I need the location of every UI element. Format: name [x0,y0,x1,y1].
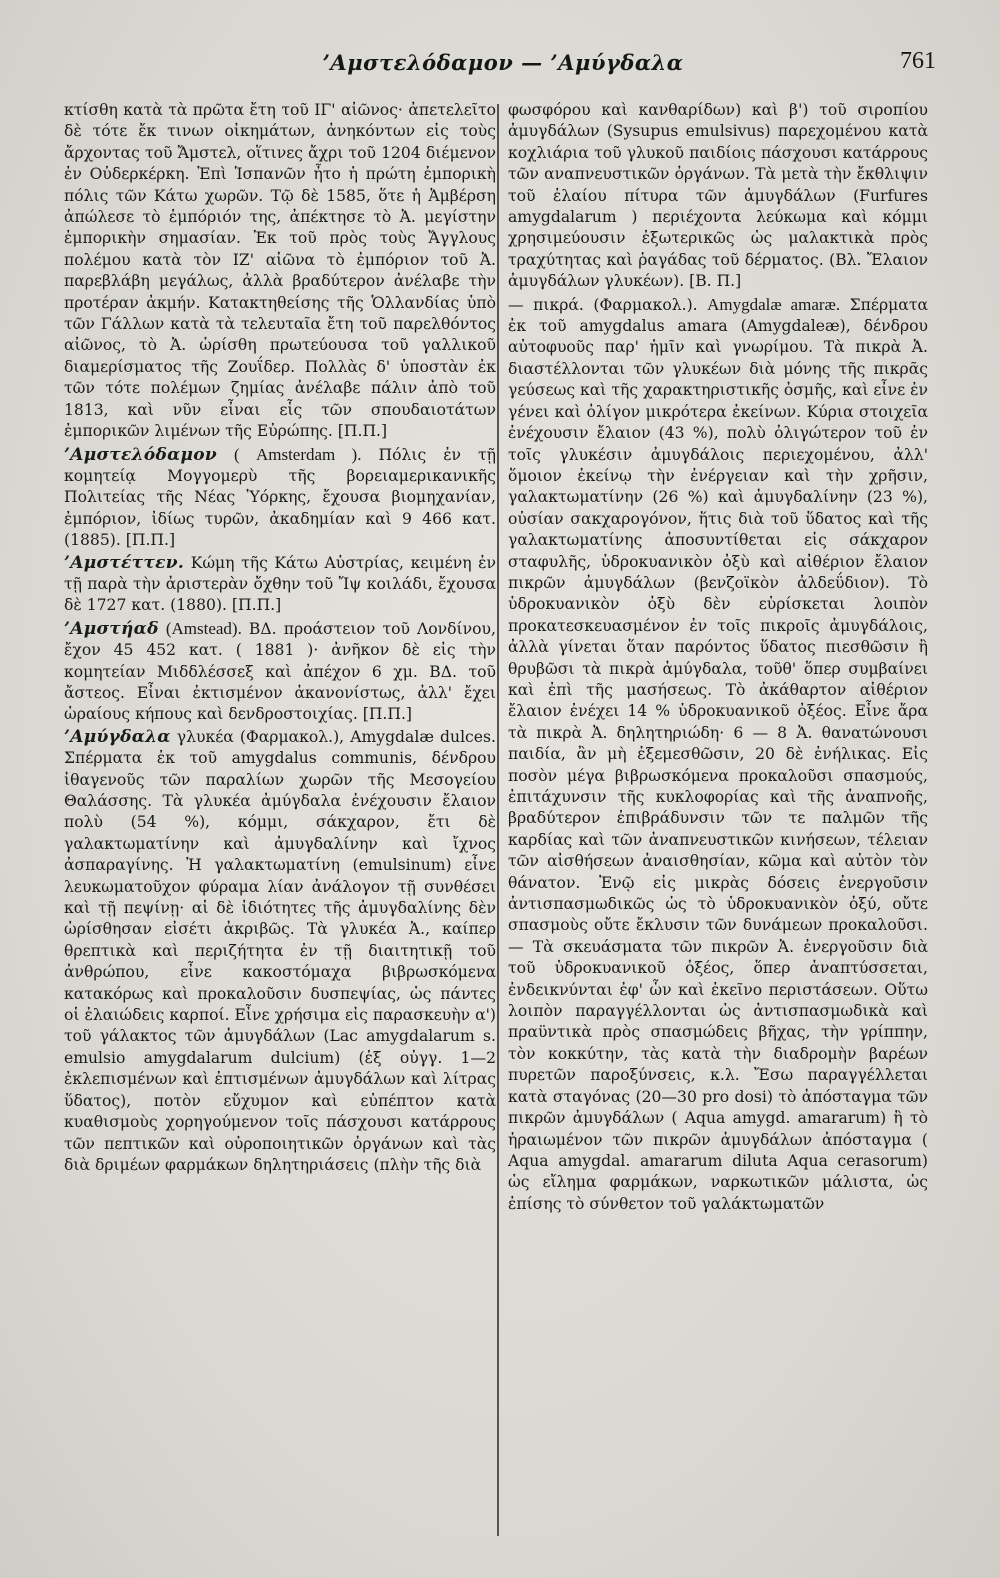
entry-continuation: φωσφόρου καὶ κανθαρίδων) καὶ β') τοῦ σιροπίου ἀμυγδάλων (Sysupus emulsivus) παρεχομένου κατὰ κοχλιάρια τοῦ γλυκοῦ παιδίοις πάσχουσι κατάρρους τῶν αναπνευστικῶν ὀργάνων. Τὰ μετὰ τὴν ἔκθλιψιν τοῦ ἐλαίου πίτυρα τῶν ἀμυγδάλων (Furfures amygdalarum ) περιέχοντα λεύκωμα καὶ κόμμι χρησιμεύουσιν ἐξωτερικῶς ὡς μαλακτικὰ πρὸς τραχύτητας καὶ ῥαγάδας τοῦ δέρματος. (Βλ. Ἔλαιον ἀμυγδάλων γλυκέων). [Β. Π.] [508,101,928,291]
left-column [64,100,496,1176]
entry-text: Κώμη τῆς Κάτω Αὐστρίας, κειμένη ἐν τῇ παρὰ τὴν ἀριστερὰν ὄχθην τοῦ Ἴψ κοιλάδι, ἔχουσα δὲ 1727 κατ. (1880). [Π.Π.] [64,553,496,615]
entry-latin-name: Amygdalæ amaræ. [707,294,841,314]
entry-text: ΒΔ. προάστειον τοῦ Λονδίνου, ἔχον 45 452 κατ. ( 1881 )· ἀνῆκον δὲ εἰς τὴν κομητείαν Μιδδλέσσεξ καὶ ἀπέχον 6 χμ. ΒΔ. τοῦ ἄστεος. Εἶναι ἐκτισμένον ἀκανονίστως, ἀλλ' ἔχει ὡραίους κήπους καὶ δενδροστοιχίας. [Π.Π.] [64,619,496,724]
entry-headword: ’Αμύγδαλα [64,726,171,747]
entry-headword: ’Αμστέττεν. [64,552,185,573]
entry-text: γλυκέα (Φαρμακολ.), Amygdalæ dulces. Σπέρματα ἐκ τοῦ amygdalus communis, δένδρου ἰθαγενοῦς τῶν παραλίων χωρῶν τῆς Μεσογείου Θαλάσσης. Τὰ γλυκέα ἀμύγδαλα ἐνέχουσιν ἔλαιον πολὺ (54 %), κόμμι, σάκχαρον, ἔτι δὲ γαλακτωματίνην καὶ ἀμυγδαλίνην καὶ ἴχνος ἀσπαραγίνης. Ἡ γαλακτωματίνη (emulsinum) εἶνε λευκωματοῦχον φύραμα λίαν ἀνάλογον τῇ συνθέσει καὶ τῇ πεψίνῃ· αἱ δὲ ἰδιότητες τῆς ἀμυγδαλίνης δὲν ὡρίσθησαν εἰσέτι ἀκριβῶς. Τὰ γλυκέα Ἀ., καίπερ θρεπτικὰ καὶ περιζήτητα ἐν τῇ διαιτητικῇ τοῦ ἀνθρώπου, εἶνε κακοστόμαχα βιβρωσκόμενα κατακόρως καὶ προκαλοῦσιν δυσπεψίας, ὡς πάντες οἱ ἐλαιώδεις καρποί. Εἶνε χρήσιμα εἰς παρασκευὴν α') τοῦ γάλακτος τῶν ἀμυγδάλων (Lac amygdalarum s. emulsio amygdalarum dulcium) (ἐξ οὐγγ. 1—2 ἐκλεπισμένων καὶ ἐπτισμένων ἀμυγδάλων καὶ λίτρας ὕδατος), ποτὸν εὔχυμον καὶ εὐπέπτον κατὰ κυαθισμοὺς χορηγούμενον τοῖς πάσχουσι κατάρρους τῶν πεπτικῶν καὶ οὐροποιητικῶν ὀργάνων καὶ τὰς διὰ δριμέων φαρμάκων δηλητηριάσεις (πλὴν τῆς διὰ [64,727,496,1174]
entry-amygdala-pikra [508,294,928,1215]
entry-text: Σπέρματα ἐκ τοῦ amygdalus amara (Amygdaleæ), δένδρου αὐτοφυοῦς παρ' ἡμῖν καὶ γνωρίμου. Τὰ πικρὰ Ἀ. διαστέλλονται τῶν γλυκέων διὰ μόνης τῆς πικρᾶς γεύσεως καὶ τῆς χαρακτηριστικῆς ὀσμῆς, καὶ εἶνε ἐν γένει καὶ ὀλίγον μικρότερα ἐκείνων. Κύρια στοιχεῖα ἐνέχουσιν ἔλαιον (43 %), πολὺ ὀλιγώτερον τοῦ ἐν τοῖς γλυκέσιν ἀμυγδάλοις περιεχομένου, ἀλλ' ὅμοιον ἐκείνῳ τὴν ἐνέργειαν καὶ τὴν χρῆσιν, γαλακτωματίνην (26 %) καὶ ἀμυγδαλίνην (23 %), οὐσίαν σακχαρογόνον, ἥτις διὰ τοῦ ὕδατος καὶ τῆς γαλακτωματίνης ἀποσυντίθεται εἰς σάκχαρον σταφυλῆς, ὑδροκυανικὸν ὀξὺ καὶ αἰθέριον ἔλαιον πικρῶν ἀμυγδάλων (βενζοϊκὸν ἀλδεΰδιον). Τὸ ὑδροκυανικὸν ὀξὺ δὲν εὑρίσκεται λοιπὸν προκατεσκευασμένον ἐν τοῖς πικροῖς ἀμυγδάλοις, ἀλλὰ γίνεται ὅταν παρόντος ὕδατος πιεσθῶσιν ἢ θρυβῶσι τὰ πικρὰ ἀμύγδαλα, τοῦθ' ὅπερ συμβαίνει καὶ ἐπὶ τῆς μασήσεως. Τὸ ἀκάθαρτον αἰθέριον ἔλαιον ἐνέχει 14 % ὑδροκυανικοῦ ὀξέος. Εἶνε ἄρα τὰ πικρὰ Ἀ. δηλητηριώδη· 6 — 8 Ἀ. θανατώνουσι παιδία, ἂν μὴ ἐξεμεσθῶσιν, 20 δὲ ἐνήλικας. Εἰς ποσὸν μέγα βιβρωσκόμενα προκαλοῦσι σπασμούς, ἐπιτάχυνσιν τῆς κυκλοφορίας καὶ τῆς ἀναπνοῆς, βραδύτερον ἐπιβράδυνσιν τῶν τε παλμῶν τῆς καρδίας καὶ τῶν ἀναπνευστικῶν κινήσεων, τέλειαν τῶν αἰσθήσεων ἀναισθησίαν, κῶμα καὶ αὐτὸν τὸν θάνατον. Ἐνῷ εἰς μικρὰς δόσεις ἐνεργοῦσιν ἀντισπασμωδικῶς ὡς τὸ ὑδροκυανικὸν ὀξύ, οὔτε σπασμοὺς οὔτε ἔκλυσιν τῶν δυνάμεων προκαλοῦσι. — Τὰ σκευάσματα τῶν πικρῶν Ἀ. ἐνεργοῦσιν διὰ τοῦ ὑδροκυανικοῦ ὀξέος, ὅπερ ἀναπτύσσεται, ἐνδεικνύνται ἐφ' ὧν καὶ ἐκεῖνο περιστάσεων. Οὕτω λοιπὸν παραγγέλλονται ὡς ἀντισπασμωδικὰ καὶ πραϋντικὰ πρὸς σπασμώδεις βῆχας, τὴν γρίππην, τὸν κοκκύτην, τὰς κατὰ τὴν διαδρομὴν βαρέων πυρετῶν παροξύνσεις, κ.λ. Ἔσω παραγγέλλεται κατὰ σταγόνας (20—30 pro dosi) τὸ ἀπόσταγμα τῶν πικρῶν ἀμυγδάλων ( Aqua amygd. amararum) ἢ τὸ ἡραιωμένον τῶν πικρῶν ἀμυγδάλων ἀπόσταγμα ( Aqua amygdal. amararum diluta Aqua cerasorum) ὡς εἴλημα φαρμάκων, ναρκωτικῶν μάλιστα, ὡς ἐπίσης τὸ σύνθετον τοῦ γαλάκτωματῶν [508,295,928,1213]
right-column [508,100,928,1215]
column-divider [497,104,499,1536]
running-head: ’Αμστελόδαμον — ’Αμύγδαλα [322,50,684,75]
entry-amygdala [64,727,496,1177]
entry-continuation: κτίσθη κατὰ τὰ πρῶτα ἔτη τοῦ ΙΓ' αἰῶνος· ἀπετελεῖτο δὲ τότε ἔκ τινων οἰκημάτων, ἀνηκόντων εἰς τοὺς ἄρχοντας τοῦ Ἄμστελ, οἵτινες ἄχρι τοῦ 1204 διέμενον ἐν Οὐδερκέρκη. Ἐπὶ Ἱσπανῶν ἦτο ἡ πρώτη ἐμπορικὴ πόλις τῶν Κάτω χωρῶν. Τῷ δὲ 1585, ὅτε ἡ Ἀμβέρση ἀπώλεσε τὸ ἐμπόριόν της, ἀπέκτησε τὸ Ἀ. μεγίστην ἐμπορικὴν σημασίαν. Ἐκ τοῦ πρὸς τοὺς Ἄγγλους πολέμου κατὰ τὸν ΙΖ' αἰῶνα τὸ ἐμπόριον τοῦ Ἀ. παρεβλάβη μεγάλως, ἀλλὰ βραδύτερον ἀνέλαβε τὴν προτέραν ἀκμήν. Κατακτηθείσης τῆς Ὁλλανδίας ὑπὸ τῶν Γάλλων κατὰ τὰ τελευταῖα ἔτη τοῦ παρελθόντος αἰῶνος, τὸ Ἀ. ὡρίσθη πρωτεύουσα τοῦ γαλλικοῦ διαμερίσματος τῆς Ζουΐδερ. Πολλὰς δ' ὑποστὰν ἐκ τῶν τότε πολέμων ζημίας ἀνέλαβε πάλιν ἀπὸ τοῦ 1813, καὶ νῦν εἶναι εἷς τῶν σπουδαιοτάτων ἐμπορικῶν λιμένων τῆς Εὐρώπης. [Π.Π.] [64,101,496,441]
entry-amstetten [64,553,496,617]
page-header [70,46,936,90]
entry-headword: ’Αμστελόδαμον [64,444,218,465]
page-number: 761 [900,48,936,74]
entry-text: Πόλις ἐν τῇ κομητείᾳ Μογγομερὺ τῆς βορειαμερικανικῆς Πολιτείας τῆς Νέας Ὑόρκης, ἔχουσα βιομηχανίαν, ἐμπόριον, ἰδίως τυρῶν, ἀκαδημίαν καὶ 9 466 κατ. (1885). [Π.Π.] [64,445,497,550]
entry-amsterdam-ny [64,444,496,552]
entry-latin-name: ( Amsterdam ). [234,444,362,464]
entry-latin-name: (Amstead). [165,618,242,638]
entry-amstead [64,618,496,726]
entry-subhead: — πικρά. (Φαρμακολ.). [508,295,698,314]
entry-headword: ’Αμστήαδ [64,618,159,639]
